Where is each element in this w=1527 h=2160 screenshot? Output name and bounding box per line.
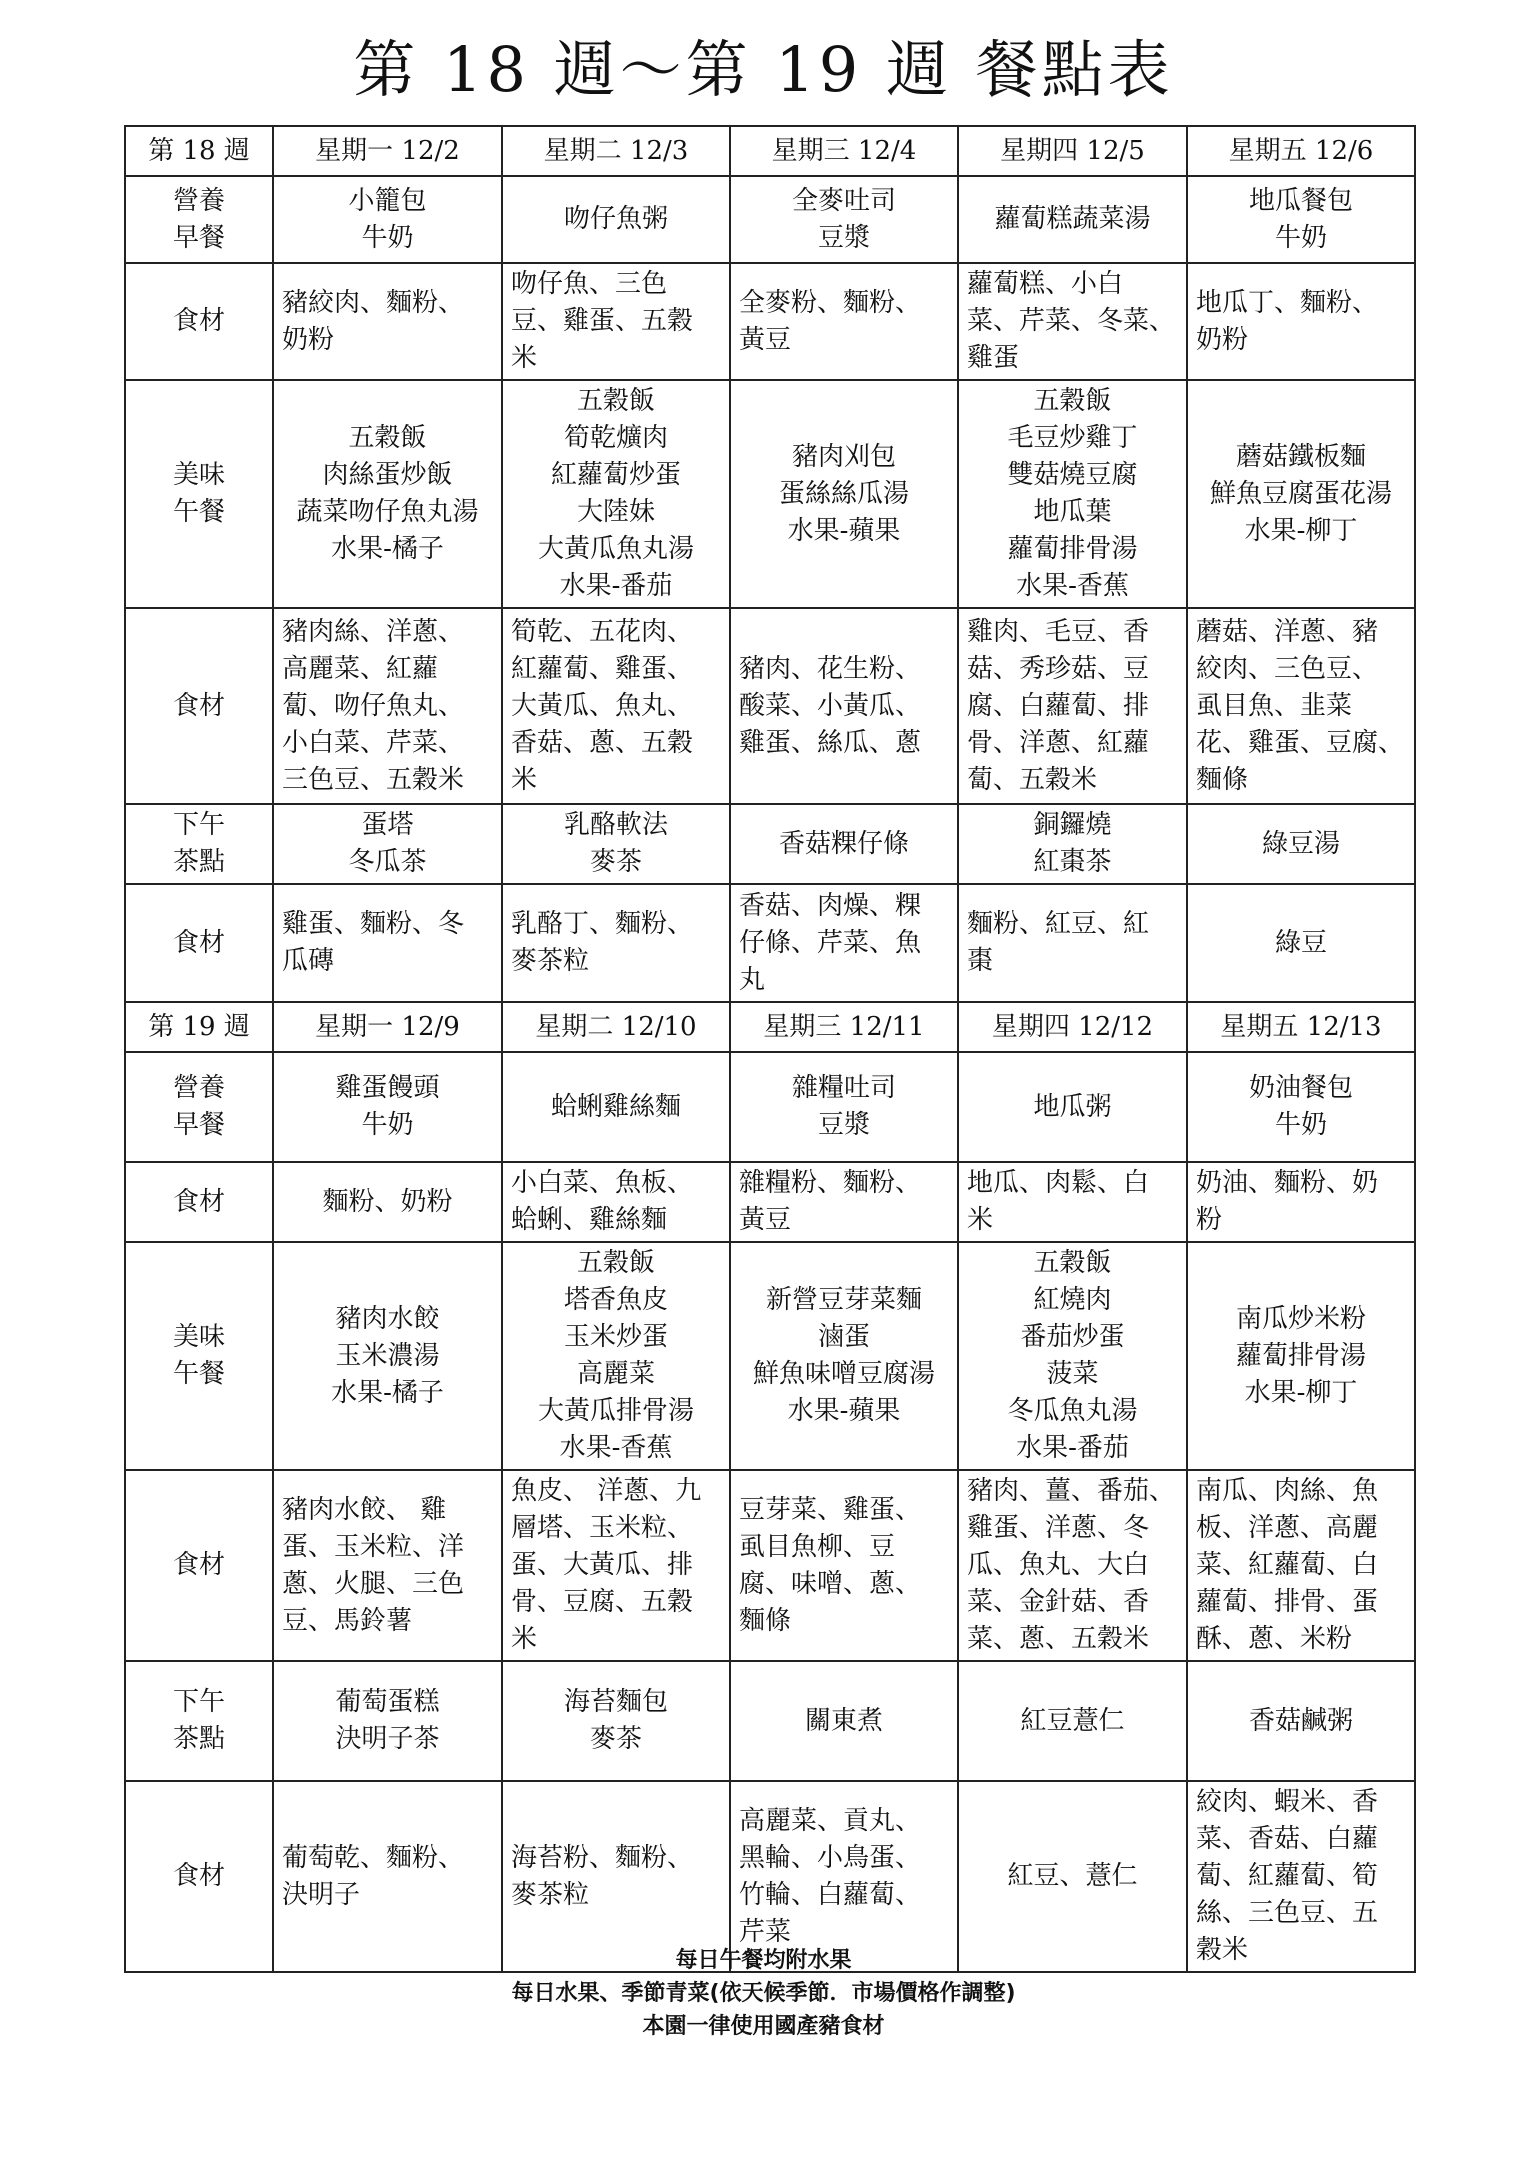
meal-cell bbox=[958, 380, 1187, 608]
day-header: 星期四 12/12 bbox=[958, 1002, 1187, 1052]
menu-item: 牛奶 bbox=[361, 1110, 414, 1140]
menu-item: 滷蛋 bbox=[817, 1322, 870, 1352]
menu-item: 五穀飯 bbox=[576, 1248, 655, 1278]
ingredient-line: 麥茶粒 bbox=[511, 946, 590, 976]
footer-note: 每日午餐均附水果 bbox=[675, 1948, 852, 1973]
menu-item: 高麗菜 bbox=[576, 1359, 655, 1389]
ingredient-line: 瓜磚 bbox=[282, 946, 335, 976]
ingredient-line: 米 bbox=[511, 764, 538, 795]
ingredient-line: 乳酪丁、麵粉、 bbox=[511, 909, 694, 939]
row-label-line: 食材 bbox=[172, 306, 225, 336]
ingredient-line: 香菇、肉燥、粿 bbox=[739, 890, 922, 921]
menu-item: 水果-蘋果 bbox=[787, 1396, 901, 1426]
menu-item: 蘿蔔排骨湯 bbox=[1235, 1340, 1366, 1371]
ingredient-line: 蔔、五穀米 bbox=[967, 764, 1098, 795]
row-label-line: 下午 bbox=[172, 810, 225, 840]
ingredient-line: 豆、雞蛋、五穀 bbox=[511, 306, 694, 336]
ingredient-line: 香菇、蔥、五穀 bbox=[511, 727, 694, 758]
ingredient-line: 蔔、紅蘿蔔、筍 bbox=[1196, 1861, 1379, 1891]
ingredient-line: 地瓜、肉鬆、白 bbox=[967, 1168, 1150, 1198]
menu-item: 水果-香蕉 bbox=[559, 1433, 673, 1463]
menu-item: 牛奶 bbox=[1274, 1110, 1327, 1140]
menu-item: 大黃瓜魚丸湯 bbox=[537, 534, 694, 564]
ingredient-line: 小白菜、芹菜、 bbox=[282, 727, 465, 758]
menu-item: 豬肉刈包 bbox=[791, 441, 896, 472]
menu-item: 地瓜粥 bbox=[1033, 1091, 1112, 1122]
menu-item: 豆漿 bbox=[817, 1110, 870, 1140]
menu-item: 麥茶 bbox=[589, 1724, 642, 1754]
meal-cell bbox=[1187, 176, 1415, 263]
ingredients-cell bbox=[502, 1470, 730, 1661]
meal-cell bbox=[958, 176, 1187, 263]
ingredients-cell bbox=[730, 263, 958, 380]
menu-item: 蛋塔 bbox=[361, 810, 414, 840]
footer-note: 本園一律使用國產豬食材 bbox=[642, 2014, 885, 2039]
ingredient-line: 蛋、大黃瓜、排 bbox=[511, 1550, 694, 1580]
meal-cell bbox=[273, 1242, 502, 1470]
ingredient-line: 黑輪、小鳥蛋、 bbox=[739, 1842, 922, 1873]
row-label-line: 下午 bbox=[172, 1687, 225, 1717]
menu-item: 大黃瓜排骨湯 bbox=[537, 1396, 694, 1426]
ingredient-line: 豆、馬鈴薯 bbox=[282, 1605, 413, 1636]
meal-cell bbox=[502, 176, 730, 263]
menu-item: 五穀飯 bbox=[1033, 386, 1112, 416]
ingredient-line: 豬肉水餃、 雞 bbox=[282, 1494, 447, 1525]
menu-item: 水果-柳丁 bbox=[1244, 1377, 1358, 1408]
row-label-line: 茶點 bbox=[172, 1724, 225, 1754]
ingredient-line: 腐、味噌、蔥、 bbox=[739, 1568, 922, 1599]
row-label-line: 食材 bbox=[172, 1550, 225, 1580]
ingredient-line: 紅豆、薏仁 bbox=[1007, 1861, 1138, 1891]
table-row bbox=[125, 1470, 1415, 1661]
week19-header-row bbox=[125, 1002, 1415, 1052]
ingredient-line: 瓜、魚丸、大白 bbox=[967, 1550, 1150, 1580]
row-label-line: 營養 bbox=[172, 1073, 225, 1103]
menu-item: 香菇粿仔條 bbox=[778, 828, 909, 859]
row-label bbox=[125, 804, 273, 884]
footer-note: 每日水果、季節青菜(依天候季節．市場價格作調整) bbox=[511, 1981, 1016, 2006]
meal-cell bbox=[1187, 1661, 1415, 1781]
ingredients-cell bbox=[730, 1162, 958, 1242]
row-label-line: 食材 bbox=[172, 690, 225, 721]
ingredient-line: 菜、紅蘿蔔、白 bbox=[1196, 1550, 1379, 1580]
ingredients-cell bbox=[273, 884, 502, 1002]
ingredient-line: 米 bbox=[511, 1624, 538, 1654]
day-header: 星期一 12/2 bbox=[273, 126, 502, 176]
ingredients-cell bbox=[1187, 1162, 1415, 1242]
meal-cell bbox=[273, 1661, 502, 1781]
menu-item: 蘿蔔排骨湯 bbox=[1007, 534, 1138, 564]
menu-item: 關東煮 bbox=[804, 1705, 883, 1736]
ingredient-line: 腐、白蘿蔔、排 bbox=[967, 690, 1150, 721]
menu-table bbox=[124, 125, 1416, 1973]
ingredient-line: 三色豆、五穀米 bbox=[282, 764, 465, 795]
menu-item: 水果-橘子 bbox=[331, 1377, 444, 1408]
menu-item: 五穀飯 bbox=[1033, 1248, 1112, 1278]
menu-item: 冬瓜魚丸湯 bbox=[1007, 1396, 1138, 1426]
week-label: 第 18 週 bbox=[125, 126, 273, 176]
ingredient-line: 豬肉絲、洋蔥、 bbox=[282, 616, 465, 647]
menu-item: 肉絲蛋炒飯 bbox=[322, 460, 453, 490]
meal-cell bbox=[958, 1661, 1187, 1781]
menu-item: 蘿蔔糕蔬菜湯 bbox=[994, 204, 1151, 234]
row-label-line: 美味 bbox=[172, 460, 225, 490]
menu-item: 塔香魚皮 bbox=[563, 1285, 668, 1315]
ingredient-line: 菜、芹菜、冬菜、 bbox=[967, 306, 1176, 336]
ingredient-line: 蔥、火腿、三色 bbox=[282, 1568, 465, 1599]
ingredient-line: 雞蛋、洋蔥、冬 bbox=[967, 1513, 1150, 1543]
ingredient-line: 絞肉、三色豆、 bbox=[1196, 653, 1379, 684]
ingredient-line: 葡萄乾、麵粉、 bbox=[282, 1842, 465, 1873]
page-title: 第 18 週～第 19 週 餐點表 bbox=[353, 33, 1174, 106]
ingredients-cell bbox=[958, 263, 1187, 380]
row-label bbox=[125, 1052, 273, 1162]
ingredients-cell bbox=[502, 884, 730, 1002]
ingredient-line: 綠豆 bbox=[1274, 927, 1327, 958]
ingredient-line: 虱目魚柳、豆 bbox=[739, 1531, 896, 1562]
menu-item: 紅棗茶 bbox=[1033, 847, 1112, 877]
ingredient-line: 蔔、吻仔魚丸、 bbox=[282, 690, 465, 721]
ingredient-line: 酸菜、小黃瓜、 bbox=[739, 690, 922, 721]
menu-item: 葡萄蛋糕 bbox=[335, 1687, 440, 1717]
table-row bbox=[125, 884, 1415, 1002]
menu-item: 蘑菇鐵板麵 bbox=[1235, 441, 1366, 472]
menu-item: 豬肉水餃 bbox=[335, 1303, 440, 1334]
ingredient-line: 骨、豆腐、五穀 bbox=[511, 1587, 694, 1617]
table-row bbox=[125, 263, 1415, 380]
ingredients-cell bbox=[273, 263, 502, 380]
table-row bbox=[125, 1052, 1415, 1162]
day-header: 星期三 12/11 bbox=[730, 1002, 958, 1052]
menu-item: 水果-番茄 bbox=[559, 571, 673, 601]
menu-item: 鮮魚味噌豆腐湯 bbox=[752, 1359, 935, 1389]
ingredient-line: 奶油、麵粉、奶 bbox=[1196, 1168, 1379, 1198]
ingredient-line: 虱目魚、韭菜 bbox=[1196, 690, 1353, 721]
menu-item: 小籠包 bbox=[348, 185, 427, 216]
menu-item: 水果-蘋果 bbox=[787, 515, 901, 546]
meal-cell bbox=[958, 1052, 1187, 1162]
menu-item: 牛奶 bbox=[361, 222, 414, 253]
ingredient-line: 全麥粉、麵粉、 bbox=[739, 287, 922, 318]
meal-cell bbox=[502, 1052, 730, 1162]
day-header: 星期二 12/10 bbox=[502, 1002, 730, 1052]
row-label-line: 早餐 bbox=[172, 222, 225, 253]
menu-item: 地瓜葉 bbox=[1033, 497, 1112, 527]
ingredient-line: 高麗菜、貢丸、 bbox=[739, 1805, 922, 1836]
ingredient-line: 粉 bbox=[1196, 1205, 1223, 1235]
menu-item: 蔬菜吻仔魚丸湯 bbox=[296, 497, 479, 527]
ingredients-cell bbox=[502, 263, 730, 380]
row-label bbox=[125, 884, 273, 1002]
menu-item: 新營豆芽菜麵 bbox=[765, 1285, 922, 1315]
ingredients-cell bbox=[958, 1162, 1187, 1242]
ingredient-line: 棗 bbox=[967, 946, 994, 976]
ingredients-cell bbox=[730, 608, 958, 804]
row-label-line: 營養 bbox=[172, 185, 225, 216]
ingredient-line: 菇、秀珍菇、豆 bbox=[967, 653, 1150, 684]
meal-cell bbox=[502, 1242, 730, 1470]
table-row bbox=[125, 804, 1415, 884]
ingredient-line: 小白菜、魚板、 bbox=[511, 1168, 694, 1198]
day-header: 星期三 12/4 bbox=[730, 126, 958, 176]
menu-item: 大陸妹 bbox=[576, 497, 655, 527]
ingredient-line: 酥、蔥、米粉 bbox=[1196, 1624, 1353, 1654]
menu-item: 紅燒肉 bbox=[1033, 1285, 1112, 1315]
ingredient-line: 雞蛋 bbox=[967, 343, 1020, 373]
meal-cell bbox=[273, 804, 502, 884]
menu-item: 豆漿 bbox=[817, 222, 870, 253]
ingredient-line: 麵條 bbox=[739, 1605, 792, 1636]
row-label bbox=[125, 263, 273, 380]
ingredient-line: 絲、三色豆、五 bbox=[1196, 1898, 1379, 1928]
ingredient-line: 海苔粉、麵粉、 bbox=[511, 1842, 694, 1873]
ingredient-line: 豬絞肉、麵粉、 bbox=[282, 287, 465, 318]
ingredients-cell bbox=[958, 884, 1187, 1002]
ingredient-line: 黃豆 bbox=[739, 1205, 792, 1235]
ingredient-line: 南瓜、肉絲、魚 bbox=[1196, 1476, 1379, 1506]
ingredient-line: 仔條、芹菜、魚 bbox=[739, 927, 922, 958]
row-label bbox=[125, 1242, 273, 1470]
ingredient-line: 地瓜丁、麵粉、 bbox=[1196, 287, 1379, 318]
row-label bbox=[125, 176, 273, 263]
menu-item: 水果-橘子 bbox=[331, 534, 444, 564]
menu-item: 雙菇燒豆腐 bbox=[1007, 460, 1138, 490]
ingredient-line: 丸 bbox=[739, 964, 766, 995]
row-label-line: 茶點 bbox=[172, 847, 225, 877]
row-label-line: 早餐 bbox=[172, 1110, 225, 1140]
ingredient-line: 芹菜 bbox=[739, 1916, 792, 1947]
ingredients-cell bbox=[273, 1162, 502, 1242]
menu-item: 雞蛋饅頭 bbox=[335, 1073, 440, 1103]
ingredient-line: 吻仔魚、三色 bbox=[511, 269, 668, 299]
ingredient-line: 菜、蔥、五穀米 bbox=[967, 1624, 1150, 1654]
meal-cell bbox=[958, 1242, 1187, 1470]
meal-cell bbox=[502, 380, 730, 608]
meal-cell bbox=[730, 1661, 958, 1781]
ingredient-line: 豬肉、花生粉、 bbox=[739, 653, 922, 684]
week-label: 第 19 週 bbox=[125, 1002, 273, 1052]
ingredients-cell bbox=[1187, 1470, 1415, 1661]
menu-item: 雜糧吐司 bbox=[791, 1073, 896, 1103]
ingredients-cell bbox=[273, 1470, 502, 1661]
menu-item: 香菇鹹粥 bbox=[1248, 1705, 1353, 1736]
menu-item: 水果-番茄 bbox=[1016, 1433, 1129, 1463]
ingredients-cell bbox=[730, 1470, 958, 1661]
table-row bbox=[125, 380, 1415, 608]
menu-item: 玉米炒蛋 bbox=[563, 1322, 668, 1352]
meal-cell bbox=[1187, 1242, 1415, 1470]
ingredient-line: 麵粉、紅豆、紅 bbox=[967, 909, 1150, 939]
ingredient-line: 黃豆 bbox=[739, 324, 792, 355]
table-row bbox=[125, 1242, 1415, 1470]
ingredient-line: 決明子 bbox=[282, 1879, 361, 1910]
row-label bbox=[125, 1470, 273, 1661]
menu-item: 全麥吐司 bbox=[791, 185, 896, 216]
menu-item: 紅蘿蔔炒蛋 bbox=[550, 460, 681, 490]
ingredient-line: 麵條 bbox=[1196, 764, 1249, 795]
table-row bbox=[125, 176, 1415, 263]
menu-item: 銅鑼燒 bbox=[1033, 810, 1112, 840]
table-row bbox=[125, 1661, 1415, 1781]
day-header: 星期二 12/3 bbox=[502, 126, 730, 176]
ingredient-line: 豆芽菜、雞蛋、 bbox=[739, 1494, 922, 1525]
menu-item: 南瓜炒米粉 bbox=[1235, 1303, 1366, 1334]
menu-item: 番茄炒蛋 bbox=[1020, 1322, 1125, 1352]
meal-cell bbox=[502, 1661, 730, 1781]
ingredients-cell bbox=[273, 608, 502, 804]
ingredient-line: 穀米 bbox=[1196, 1935, 1249, 1965]
meal-cell bbox=[1187, 380, 1415, 608]
menu-item: 吻仔魚粥 bbox=[563, 204, 668, 234]
row-label-line: 食材 bbox=[172, 1861, 225, 1891]
ingredients-cell bbox=[1187, 263, 1415, 380]
menu-item: 毛豆炒雞丁 bbox=[1007, 423, 1138, 453]
meal-cell bbox=[730, 1242, 958, 1470]
ingredient-line: 高麗菜、紅蘿 bbox=[282, 653, 439, 684]
ingredient-line: 菜、金針菇、香 bbox=[967, 1587, 1150, 1617]
ingredient-line: 雞蛋、麵粉、冬 bbox=[282, 909, 465, 939]
row-label bbox=[125, 608, 273, 804]
ingredient-line: 豬肉、薑、番茄、 bbox=[967, 1476, 1176, 1506]
ingredient-line: 蛋、玉米粒、洋 bbox=[282, 1531, 465, 1562]
table-row bbox=[125, 1162, 1415, 1242]
meal-cell bbox=[730, 176, 958, 263]
ingredients-cell bbox=[958, 1470, 1187, 1661]
meal-cell bbox=[502, 804, 730, 884]
ingredients-cell bbox=[502, 608, 730, 804]
menu-item: 菠菜 bbox=[1046, 1359, 1099, 1389]
ingredients-cell bbox=[1187, 608, 1415, 804]
row-label-line: 美味 bbox=[172, 1322, 225, 1352]
ingredient-line: 米 bbox=[511, 343, 538, 373]
ingredient-line: 筍乾、五花肉、 bbox=[511, 616, 694, 647]
ingredients-cell bbox=[958, 608, 1187, 804]
day-header: 星期四 12/5 bbox=[958, 126, 1187, 176]
ingredient-line: 蘑菇、洋蔥、豬 bbox=[1196, 616, 1379, 647]
ingredient-line: 雞肉、毛豆、香 bbox=[967, 616, 1150, 647]
ingredient-line: 絞肉、蝦米、香 bbox=[1196, 1787, 1379, 1817]
ingredient-line: 骨、洋蔥、紅蘿 bbox=[967, 727, 1150, 758]
ingredient-line: 雞蛋、絲瓜、蔥 bbox=[739, 727, 922, 758]
ingredient-line: 奶粉 bbox=[282, 324, 335, 355]
ingredient-line: 菜、香菇、白蘿 bbox=[1196, 1824, 1379, 1854]
meal-cell bbox=[1187, 1052, 1415, 1162]
ingredients-cell bbox=[1187, 884, 1415, 1002]
meal-cell bbox=[1187, 804, 1415, 884]
menu-item: 地瓜餐包 bbox=[1248, 185, 1353, 216]
ingredient-line: 蛤蜊、雞絲麵 bbox=[511, 1205, 668, 1235]
ingredient-line: 麵粉、奶粉 bbox=[322, 1186, 453, 1217]
menu-item: 海苔麵包 bbox=[563, 1687, 668, 1717]
row-label-line: 食材 bbox=[172, 927, 225, 958]
menu-item: 水果-柳丁 bbox=[1244, 515, 1358, 546]
ingredient-line: 紅蘿蔔、雞蛋、 bbox=[511, 653, 694, 684]
menu-item: 蛤蜊雞絲麵 bbox=[550, 1091, 681, 1122]
footer-notes bbox=[0, 1944, 1527, 2043]
ingredient-line: 竹輪、白蘿蔔、 bbox=[739, 1879, 922, 1910]
menu-item: 紅豆薏仁 bbox=[1020, 1705, 1125, 1736]
menu-item: 奶油餐包 bbox=[1248, 1073, 1353, 1103]
menu-item: 蛋絲絲瓜湯 bbox=[778, 478, 909, 509]
menu-item: 麥茶 bbox=[589, 847, 642, 877]
meal-cell bbox=[730, 380, 958, 608]
ingredient-line: 麥茶粒 bbox=[511, 1879, 590, 1910]
row-label bbox=[125, 1661, 273, 1781]
ingredient-line: 層塔、玉米粒、 bbox=[511, 1513, 694, 1543]
row-label-line: 午餐 bbox=[172, 1359, 225, 1389]
menu-item: 冬瓜茶 bbox=[348, 847, 427, 877]
menu-item: 玉米濃湯 bbox=[335, 1340, 440, 1371]
ingredient-line: 奶粉 bbox=[1196, 324, 1249, 355]
day-header: 星期五 12/6 bbox=[1187, 126, 1415, 176]
day-header: 星期一 12/9 bbox=[273, 1002, 502, 1052]
menu-item: 五穀飯 bbox=[576, 386, 655, 416]
ingredients-cell bbox=[502, 1162, 730, 1242]
row-label-line: 午餐 bbox=[172, 497, 225, 527]
meal-cell bbox=[730, 804, 958, 884]
row-label bbox=[125, 380, 273, 608]
ingredient-line: 魚皮、 洋蔥、九 bbox=[511, 1476, 702, 1506]
ingredient-line: 蘿蔔、排骨、蛋 bbox=[1196, 1587, 1379, 1617]
menu-item: 五穀飯 bbox=[348, 423, 427, 453]
menu-item: 水果-香蕉 bbox=[1016, 571, 1129, 601]
menu-item: 鮮魚豆腐蛋花湯 bbox=[1209, 478, 1392, 509]
meal-cell bbox=[730, 1052, 958, 1162]
row-label-line: 食材 bbox=[172, 1186, 225, 1217]
day-header: 星期五 12/13 bbox=[1187, 1002, 1415, 1052]
ingredients-cell bbox=[730, 884, 958, 1002]
menu-item: 牛奶 bbox=[1274, 222, 1327, 253]
menu-item: 乳酪軟法 bbox=[563, 810, 668, 840]
meal-cell bbox=[273, 380, 502, 608]
row-label bbox=[125, 1162, 273, 1242]
ingredient-line: 雜糧粉、麵粉、 bbox=[739, 1168, 922, 1198]
meal-cell bbox=[273, 1052, 502, 1162]
week18-header-row bbox=[125, 126, 1415, 176]
ingredient-line: 蘿蔔糕、小白 bbox=[967, 269, 1124, 299]
ingredient-line: 大黃瓜、魚丸、 bbox=[511, 690, 694, 721]
ingredient-line: 花、雞蛋、豆腐、 bbox=[1196, 727, 1405, 758]
menu-item: 決明子茶 bbox=[335, 1724, 440, 1754]
meal-cell bbox=[273, 176, 502, 263]
ingredient-line: 板、洋蔥、高麗 bbox=[1196, 1513, 1379, 1543]
ingredient-line: 米 bbox=[967, 1205, 994, 1235]
menu-item: 綠豆湯 bbox=[1261, 828, 1340, 859]
meal-cell bbox=[958, 804, 1187, 884]
menu-item: 筍乾爌肉 bbox=[563, 423, 668, 453]
table-row bbox=[125, 608, 1415, 804]
